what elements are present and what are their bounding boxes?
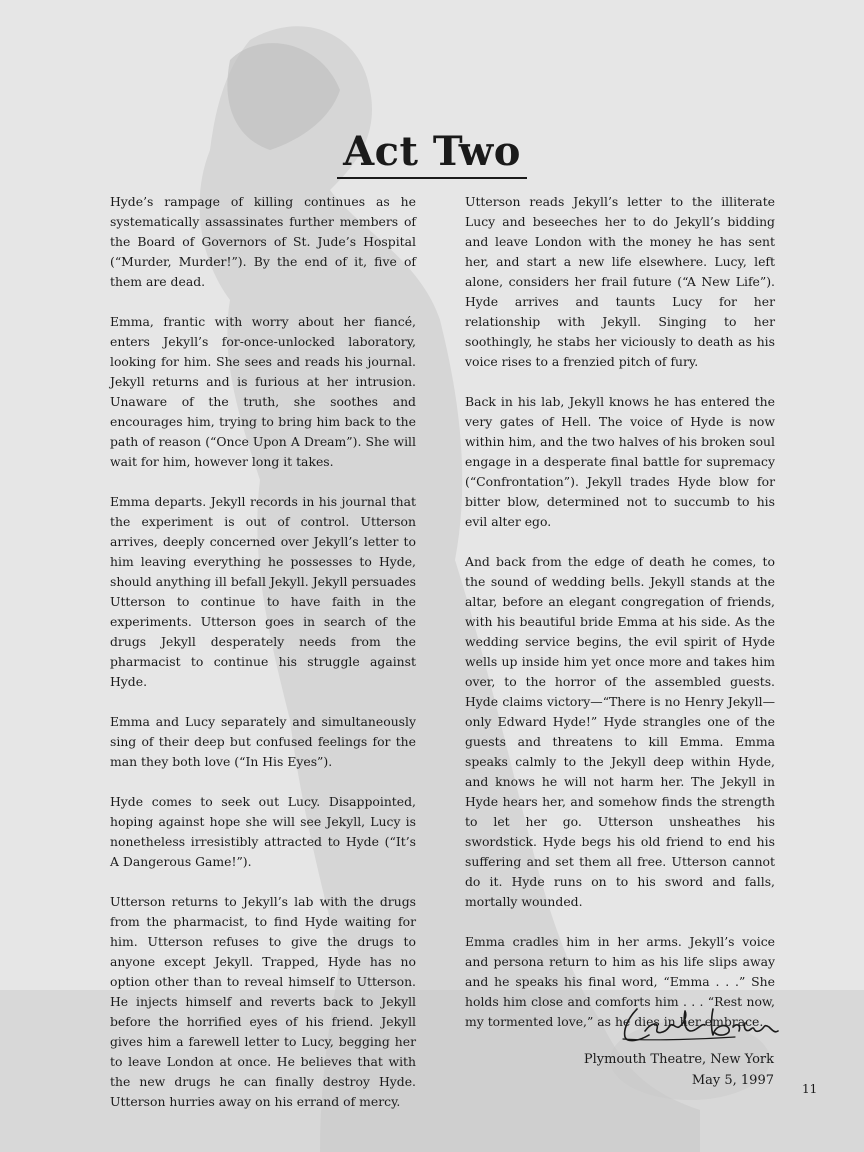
paragraph: Emma cradles him in her arms. Jekyll’s voice and persona return to him as his life slips away and he speaks his final word, “Emma . . .” She holds him close and comforts him . . . “Rest now, my tormented love,” as he dies in her embrace. [465,934,775,1029]
right-column [465,192,775,1052]
paragraph: And back from the edge of death he comes, to the sound of wedding bells. Jekyll stands at the altar, before an elegant congregation of friends, with his beautiful bride Emma at his side. As the wedding service begins, the evil spirit of Hyde wells up inside him yet once more and takes him over, to the horror of the assembled guests. Hyde claims victory—“There is no Henry Jekyll—only Edward Hyde!” Hyde strangles one of the guests and threatens to kill Emma. Emma speaks calmly to the Jekyll deep within Hyde, and knows he will not harm her. The Jekyll in Hyde hears her, and somehow finds the strength to let her go. Utterson unsheathes his swordstick. Hyde begs his old friend to end his suffering and set them all free. Utterson cannot do it. Hyde runs on to his sword and falls, mortally wounded. [465,554,775,909]
paragraph: Emma departs. Jekyll records in his journal that the experiment is out of control. Utterson arrives, deeply concerned over Jekyll’s letter to him leaving everything he possesses to Hyde, should anything ill befall Jekyll. Jekyll persuades Utterson to continue to have faith in the experiments. Utterson goes in search of the drugs Jekyll desperately needs from the pharmacist to continue his struggle against Hyde. [110,494,416,689]
paragraph: Emma, frantic with worry about her fiancé, enters Jekyll’s for-once-unlocked laboratory, looking for him. She sees and reads his journal. Jekyll returns and is furious at her intrusion. Unaware of the truth, she soothes and encourages him, trying to bring him back to the path of reason (“Once Upon A Dream”). She will wait for him, however long it takes. [110,314,416,469]
paragraph: Utterson returns to Jekyll’s lab with the drugs from the pharmacist, to find Hyde waiting for him. Utterson refuses to give the drugs to anyone except Jekyll. Trapped, Hyde has no option other than to reveal himself to Utterson. He injects himself and reverts back to Jekyll before the horrified eyes of his friend. Jekyll gives him a farewell letter to Lucy, begging her to leave London at once. He believes that with the new drugs he can finally destroy Hyde. Utterson hurries away on his errand of mercy. [110,894,416,1109]
signature-place: Plymouth Theatre, New York [583,1052,774,1067]
page-title: Act Two [0,128,864,179]
paragraph: Emma and Lucy separately and simultaneously sing of their deep but confused feelings for the man they both love (“In His Eyes”). [110,714,416,769]
paragraph: Hyde’s rampage of killing continues as he systematically assassinates further members of the Board of Governors of St. Jude’s Hospital (“Murder, Murder!”). By the end of it, five of them are dead. [110,194,416,289]
paragraph: Back in his lab, Jekyll knows he has entered the very gates of Hell. The voice of Hyde is now within him, and the two halves of his broken soul engage in a desperate final battle for supremacy (“Confrontation”). Jekyll trades Hyde blow for bitter blow, determined not to succumb to his evil alter ego. [465,394,775,529]
paragraph: Utterson reads Jekyll’s letter to the illiterate Lucy and beseeches her to do Jekyll’s bidding and leave London with the money he has sent her, and start a new life elsewhere. Lucy, left alone, considers her frail future (“A New Life”). Hyde arrives and taunts Lucy for her relationship with Jekyll. Singing to her soothingly, he stabs her viciously to death as his voice rises to a frenzied pitch of fury. [465,194,775,369]
signature-date: May 5, 1997 [691,1073,774,1088]
left-column [110,192,416,1132]
page-number: 11 [802,1082,818,1096]
handwritten-signature [615,1003,780,1045]
paragraph: Hyde comes to seek out Lucy. Disappointed, hoping against hope she will see Jekyll, Lucy is nonetheless irresistibly attracted to Hyde (“It’s A Dangerous Game!”). [110,794,416,869]
